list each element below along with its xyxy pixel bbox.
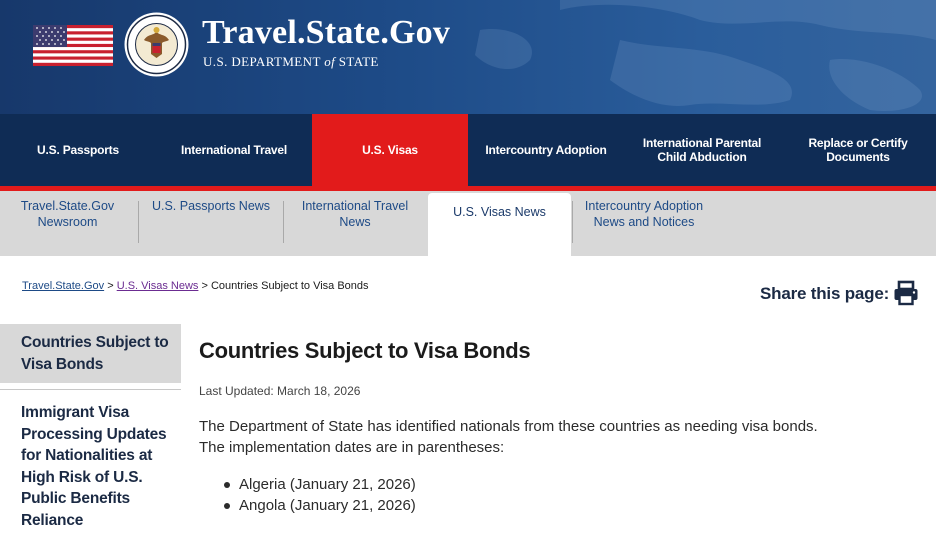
sidebar-item-immigrant-visa-updates[interactable]: Immigrant Visa Processing Updates for Nationalities at High Risk of U.S. Public Benefits Reliance bbox=[21, 404, 167, 529]
subnav-visas-news[interactable]: U.S. Visas News bbox=[428, 193, 571, 256]
subtitle-suffix: STATE bbox=[338, 54, 379, 69]
list-item: Algeria (January 21, 2026) bbox=[221, 474, 416, 495]
sidebar-divider bbox=[0, 389, 181, 390]
subnav-international-travel-news[interactable]: International Travel News bbox=[301, 199, 409, 229]
printer-icon[interactable] bbox=[893, 280, 919, 306]
nav-international-travel[interactable]: International Travel bbox=[180, 143, 288, 157]
intro-line-1: The Department of State has identified nationals from these countries as needing visa bonds. bbox=[199, 418, 818, 435]
department-seal-icon[interactable] bbox=[124, 12, 189, 77]
last-updated: Last Updated: March 18, 2026 bbox=[199, 384, 361, 398]
countries-list bbox=[221, 474, 416, 516]
subnav-divider bbox=[138, 201, 139, 243]
breadcrumb bbox=[22, 280, 369, 292]
list-item: Angola (January 21, 2026) bbox=[221, 495, 416, 516]
nav-parental-child-abduction[interactable]: International Parental Child Abduction bbox=[642, 136, 762, 164]
breadcrumb-current: Countries Subject to Visa Bonds bbox=[210, 280, 369, 292]
breadcrumb-separator: > bbox=[201, 280, 208, 292]
sidebar bbox=[0, 324, 181, 539]
share-label: Share this page: bbox=[760, 284, 890, 303]
breadcrumb-separator: > bbox=[107, 280, 114, 292]
site-title[interactable]: Travel.State.Gov bbox=[202, 14, 451, 51]
site-header bbox=[0, 0, 936, 114]
subnav-divider bbox=[572, 201, 573, 243]
subtitle-prefix: U.S. DEPARTMENT bbox=[203, 54, 321, 69]
subnav-divider bbox=[283, 201, 284, 243]
sidebar-item-visa-bonds[interactable]: Countries Subject to Visa Bonds bbox=[0, 324, 181, 383]
subnav-newsroom[interactable]: Travel.State.Gov Newsroom bbox=[20, 199, 115, 229]
page-title: Countries Subject to Visa Bonds bbox=[199, 338, 531, 363]
site-subtitle bbox=[203, 54, 379, 70]
nav-replace-certify-documents[interactable]: Replace or Certify Documents bbox=[808, 136, 908, 164]
nav-intercountry-adoption[interactable]: Intercountry Adoption bbox=[485, 143, 607, 157]
us-flag-icon bbox=[33, 25, 113, 66]
intro-text bbox=[199, 416, 819, 458]
intro-line-2: The implementation dates are in parentheses: bbox=[199, 439, 505, 456]
nav-us-passports[interactable]: U.S. Passports bbox=[37, 143, 119, 157]
subnav-passports-news[interactable]: U.S. Passports News bbox=[151, 199, 271, 213]
breadcrumb-home-link[interactable]: Travel.State.Gov bbox=[22, 280, 105, 292]
nav-us-visas[interactable]: U.S. Visas bbox=[312, 114, 468, 186]
subtitle-of: of bbox=[324, 54, 336, 69]
subnav-adoption-news[interactable]: Intercountry Adoption News and Notices bbox=[584, 199, 704, 229]
main-navigation bbox=[0, 114, 936, 186]
breadcrumb-visas-news-link[interactable]: U.S. Visas News bbox=[116, 280, 199, 292]
sub-navigation bbox=[0, 191, 936, 256]
